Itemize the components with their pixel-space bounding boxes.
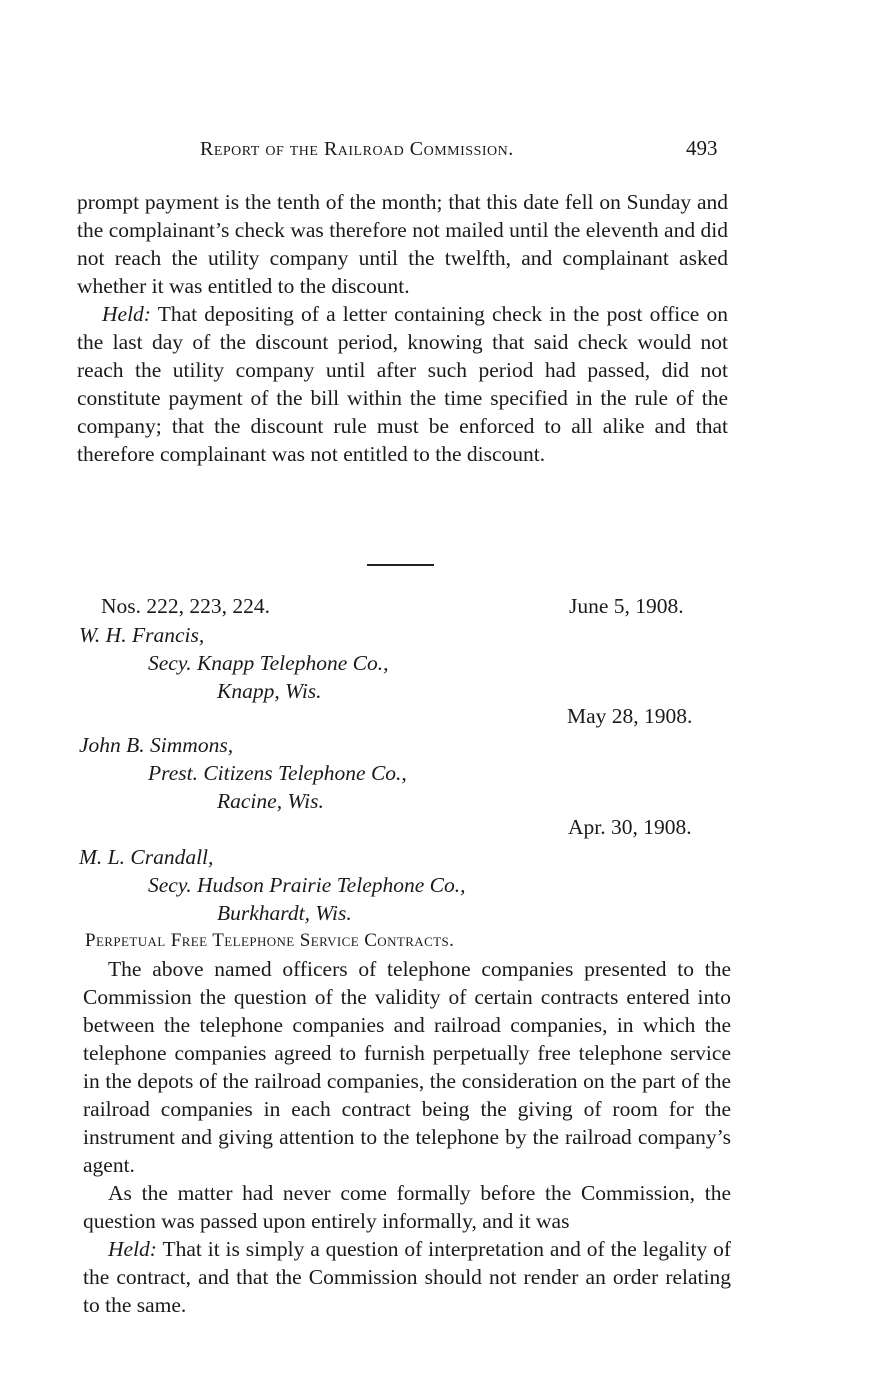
held-label: Held: [102,302,151,326]
held-label: Held: [108,1237,157,1261]
case2-text [83,955,731,1319]
party-name: John B. Simmons, [79,733,234,757]
running-head: Report of the Railroad Commission. [200,138,514,160]
case2-paragraph: The above named officers of telephone companies presented to the Commission the question of the validity of certain contracts entered into between the telephone companies and railroad companies, in which the telephone companies agreed to furnish perpetually free telephone service in the depots of the railroad companies, the consideration on the part of the railroad companies in each contract being the giving of room for the instrument and giving attention to the telephone by the railroad company’s agent. [83,957,731,1177]
section-title: Perpetual Free Telephone Service Contracts. [85,930,455,951]
case1-held-paragraph [77,300,728,468]
party-title: Prest. Citizens Telephone Co., [148,761,407,785]
case1-text [77,188,728,468]
party-title: Secy. Knapp Telephone Co., [148,651,389,675]
party-location: Racine, Wis. [217,789,324,813]
held-text: That depositing of a letter containing check in the post office on the last day of the discount period, knowing that said check would not reach the utility company until after such period had passed, did not constitute payment of the bill within the time specified in the rule of the company; that the discount rule must be enforced to all alike and that therefore complainant was not entitled to the discount. [77,302,728,466]
party-name: M. L. Crandall, [79,845,214,869]
held-text: That it is simply a question of interpretation and of the legality of the contract, and that the Commission should not render an order relating to the same. [83,1237,731,1317]
party-date: May 28, 1908. [567,704,693,728]
case2-paragraph: As the matter had never come formally before the Commission, the question was passed upon entirely informally, and it was [83,1181,731,1233]
party-date: June 5, 1908. [569,594,684,618]
section-divider [367,564,434,566]
party-title: Secy. Hudson Prairie Telephone Co., [148,873,466,897]
party-location: Knapp, Wis. [217,679,322,703]
page-number: 493 [686,136,718,160]
case2-held-paragraph [83,1235,731,1319]
party-date: Apr. 30, 1908. [568,815,692,839]
case-numbers: Nos. 222, 223, 224. [101,594,271,618]
party-name: W. H. Francis, [79,623,205,647]
party-location: Burkhardt, Wis. [217,901,352,925]
case1-paragraph: prompt payment is the tenth of the month; that this date fell on Sunday and the complainant’s check was therefore not mailed until the eleventh and did not reach the utility company until the twelfth, and complainant asked whether it was entitled to the discount. [77,190,728,298]
